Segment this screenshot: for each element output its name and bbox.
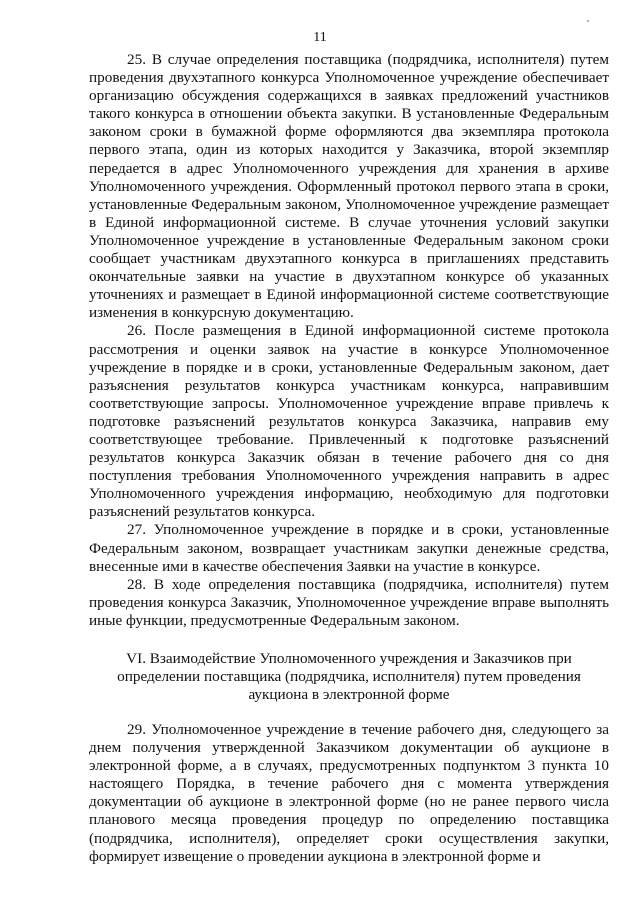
paragraph-26: 26. После размещения в Единой информационной системе протокола рассмотрения и оценки заявок на участие в конкурсе Уполномоченное учреждение в порядке и в сроки, установленные Федеральным законом, дает разъяснения результатов конкурса участникам конкурса, направившим соответствующие запросы. Уполномоченное учреждение вправе привлечь к подготовке разъяснений результатов конкурса Заказчика, направив ему соответствующее требование. Привлеченный к подготовке разъяснений результатов конкурса Заказчик обязан в течение рабочего дня со дня поступления требования Уполномоченного учреждения направить в адрес Уполномоченного учреждения информацию, необходимую для подготовки разъяснений результатов конкурса. bbox=[89, 322, 609, 521]
section-heading-line-1: VI. Взаимодействие Уполномоченного учреждения и Заказчиков при bbox=[126, 650, 572, 667]
section-heading-line-3: аукциона в электронной форме bbox=[248, 686, 450, 703]
paragraph-29: 29. Уполномоченное учреждение в течение рабочего дня, следующего за днем получения утвержденной Заказчиком документации об аукционе в электронной форме, а в случаях, предусмотренных подпунктом 3 пункта 10 настоящего Порядка, в течение рабочего дня с момента утверждения документации об аукционе в электронной форме (но не ранее первого числа планового месяца проведения процедур по определению поставщика (подрядчика, исполнителя), определяет сроки осуществления закупки, формирует извещение о проведении аукциона в электронной форме и bbox=[89, 721, 609, 865]
section-heading-line-2: определении поставщика (подрядчика, исполнителя) путем проведения bbox=[117, 668, 581, 685]
page-number: 11 bbox=[313, 30, 327, 45]
paragraph-28: 28. В ходе определения поставщика (подрядчика, исполнителя) путем проведения конкурса Заказчик, Уполномоченное учреждение вправе выполнять иные функции, предусмотренные Федеральным законом. bbox=[89, 575, 609, 629]
scan-speck bbox=[587, 20, 589, 22]
paragraph-27: 27. Уполномоченное учреждение в порядке и в сроки, установленные Федеральным законом, возвращает участникам закупки денежные средства, внесенные ими в качестве обеспечения Заявки на участие в конкурсе. bbox=[89, 521, 609, 575]
paragraph-25: 25. В случае определения поставщика (подрядчика, исполнителя) путем проведения двухэтапного конкурса Уполномоченное учреждение обеспечивает организацию обсуждения содержащихся в заявках предложений участников такого конкурса в отношении объекта закупки. В установленные Федеральным законом сроки в бумажной форме оформляются два экземпляра протокола первого этапа, один из которых находится у Заказчика, второй экземпляр передается в адрес Уполномоченного учреждения для хранения в архиве Уполномоченного учреждения. Оформленный протокол первого этапа в сроки, установленные Федеральным законом, Уполномоченное учреждение размещает в Единой информационной системе. В случае уточнения условий закупки Уполномоченное учреждение в установленные Федеральным законом сроки сообщает участникам двухэтапного конкурса в приглашениях представить окончательные заявки на участие в двухэтапном конкурсе об указанных уточнениях и размещает в Единой информационной системе соответствующие изменения в конкурсную документацию. bbox=[89, 51, 609, 322]
section-heading bbox=[89, 650, 609, 704]
document-body bbox=[89, 51, 609, 866]
